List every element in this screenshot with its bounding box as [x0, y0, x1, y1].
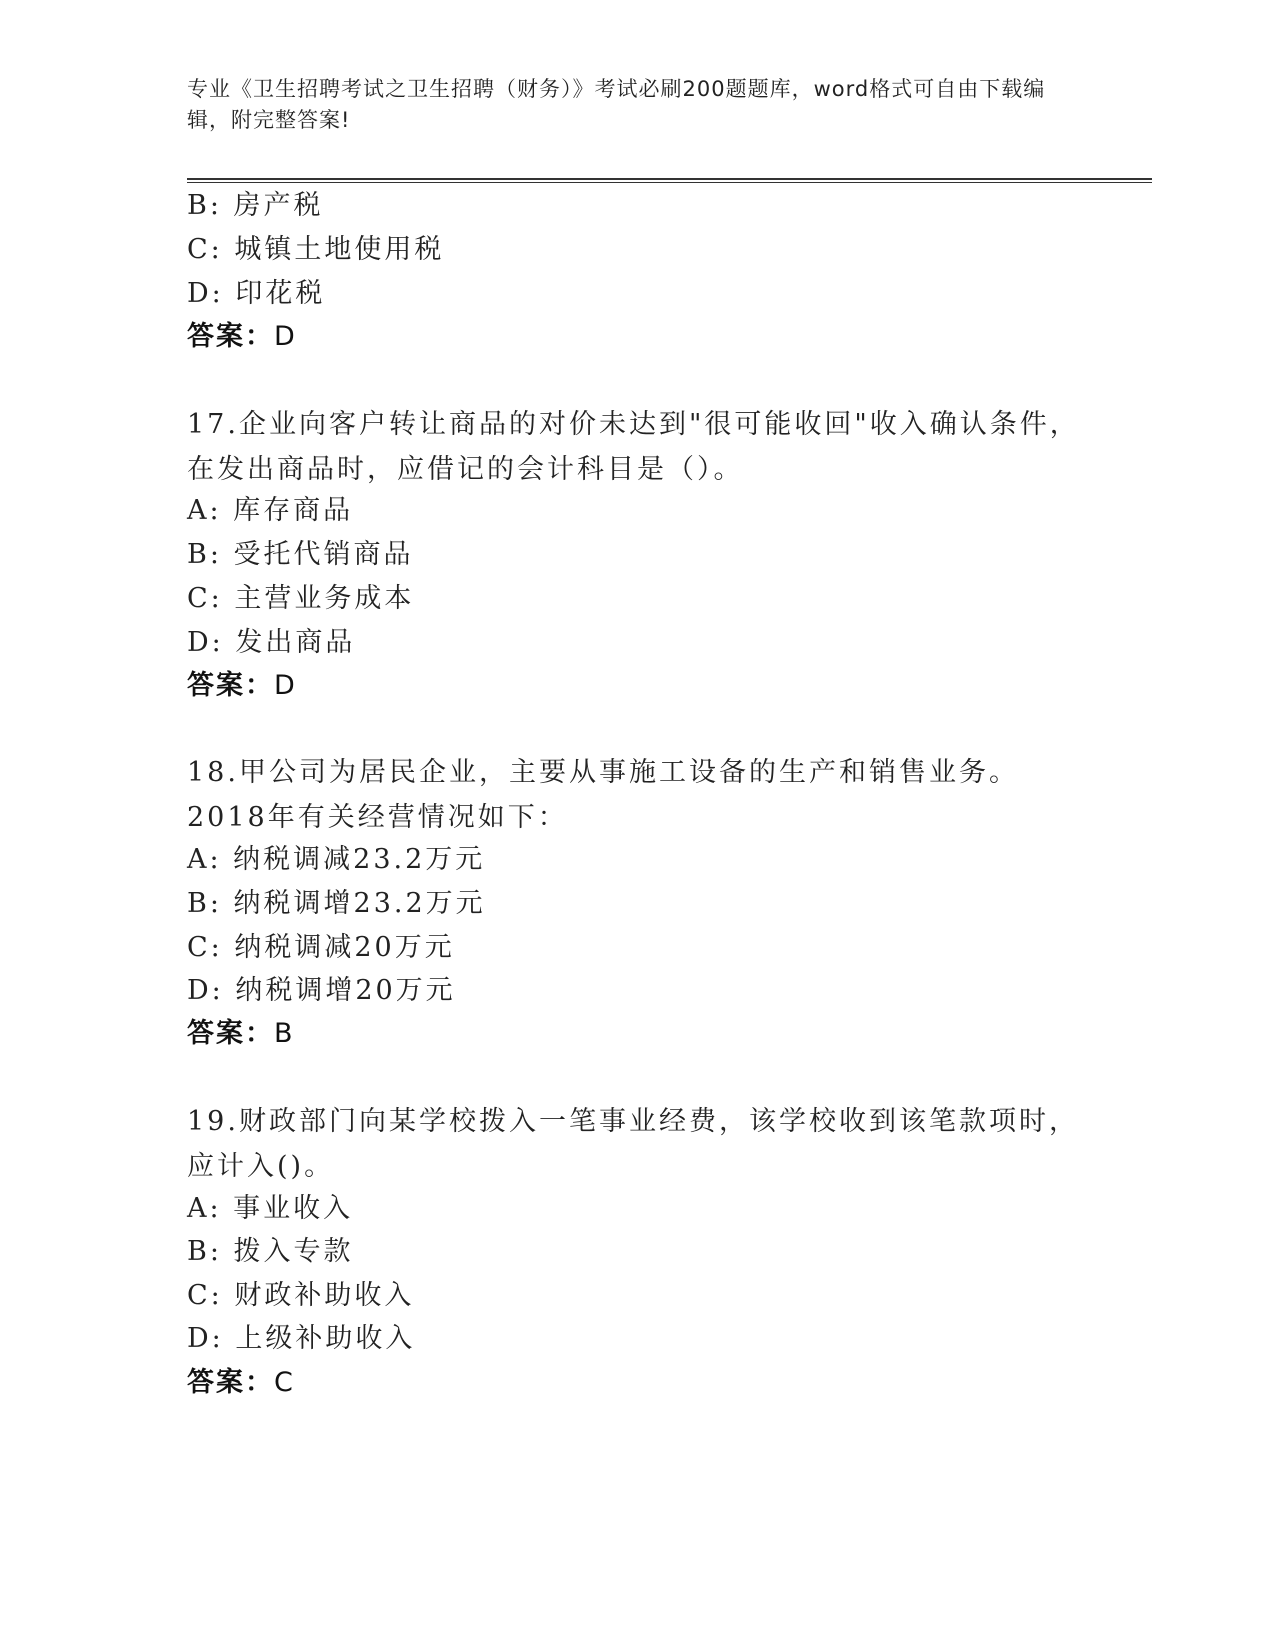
header-divider [187, 178, 1152, 183]
answer-label: 答案： [187, 670, 274, 701]
option-c: C: 城镇土地使用税 [187, 234, 445, 265]
question-stem: 19.财政部门向某学校拨入一笔事业经费，该学校收到该笔款项时，应计入()。 [187, 1106, 1079, 1182]
answer-line [187, 663, 295, 709]
option-a: A: 纳税调减23.2万元 [187, 844, 486, 875]
answer-value: D [274, 321, 295, 352]
option-d: D: 纳税调增20万元 [187, 975, 456, 1006]
answer-line [187, 1360, 293, 1406]
answer-value: B [274, 1018, 293, 1049]
answer-line [187, 314, 295, 360]
question-stem: 17.企业向客户转让商品的对价未达到"很可能收回"收入确认条件，在发出商品时，应借记的会计科目是（）。 [187, 409, 1080, 485]
answer-label: 答案： [187, 1018, 274, 1049]
option-b: B: 房产税 [187, 190, 324, 221]
option-d: D: 印花税 [187, 278, 326, 309]
answer-label: 答案： [187, 1367, 274, 1398]
option-a: A: 库存商品 [187, 495, 354, 526]
option-a: A: 事业收入 [187, 1193, 354, 1224]
answer-label: 答案： [187, 321, 274, 352]
option-c: C: 主营业务成本 [187, 583, 415, 614]
answer-line [187, 1011, 293, 1057]
question-stem: 18.甲公司为居民企业，主要从事施工设备的生产和销售业务。2018年有关经营情况如下： [187, 757, 1019, 833]
option-b: B: 纳税调增23.2万元 [187, 888, 486, 919]
answer-value: C [274, 1367, 293, 1398]
option-b: B: 受托代销商品 [187, 539, 414, 570]
option-c: C: 财政补助收入 [187, 1280, 415, 1311]
answer-value: D [274, 670, 295, 701]
document-header: 专业《卫生招聘考试之卫生招聘（财务）》考试必刷200题题库，word格式可自由下载编辑，附完整答案! [187, 77, 1046, 132]
option-c: C: 纳税调减20万元 [187, 932, 455, 963]
option-b: B: 拨入专款 [187, 1236, 354, 1267]
option-d: D: 上级补助收入 [187, 1323, 416, 1354]
option-d: D: 发出商品 [187, 627, 356, 658]
